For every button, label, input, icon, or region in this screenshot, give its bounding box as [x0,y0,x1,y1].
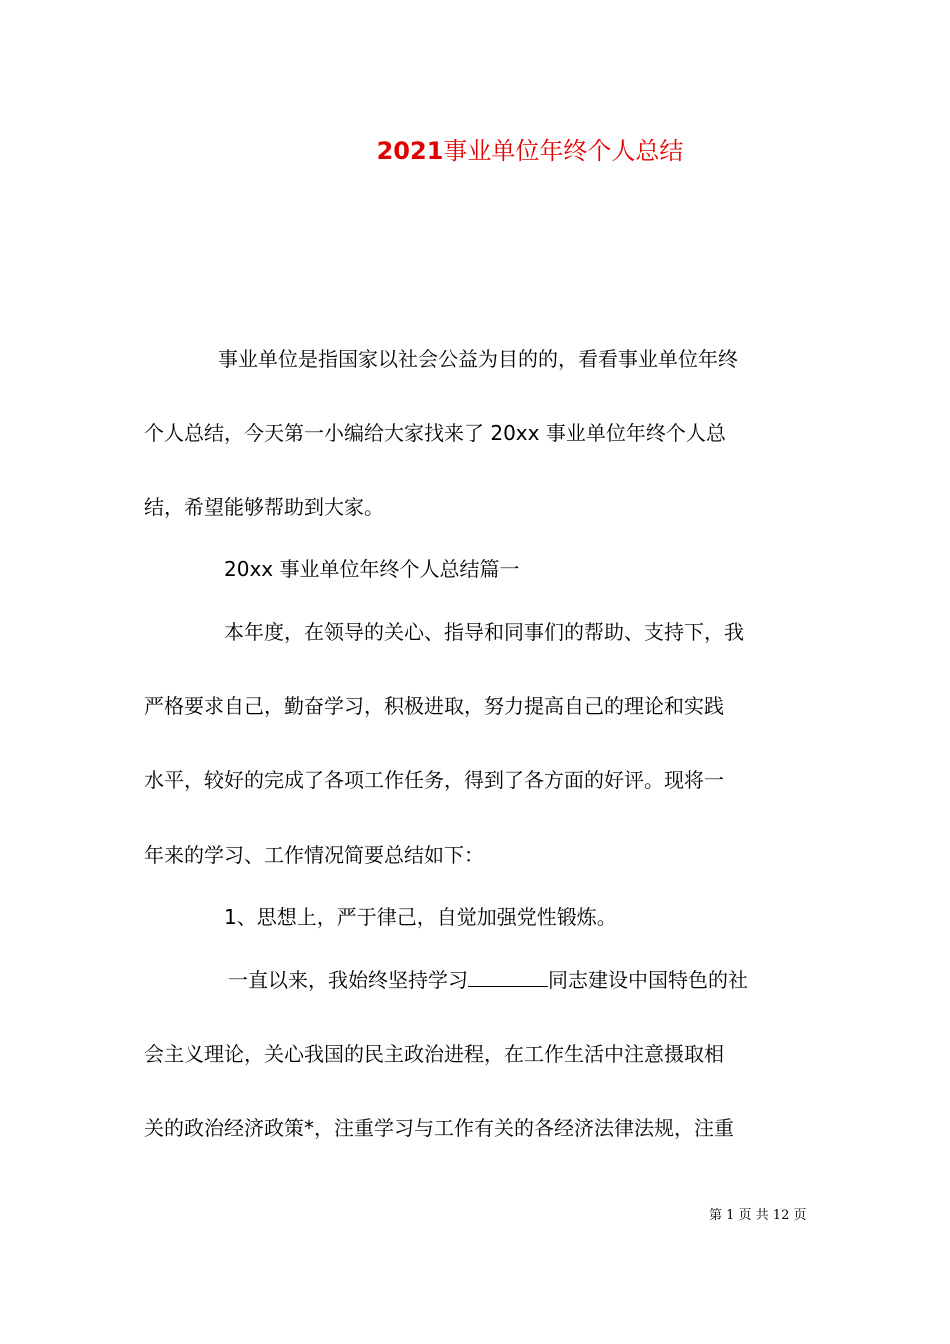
subheading-line: 1、思想上，严于律己，自觉加强党性锻炼。 [224,905,617,929]
paragraph-line-with-blank [228,962,808,999]
paragraph-line: 严格要求自己，勤奋学习，积极进取，努力提高自己的理论和实践 [144,694,724,718]
paragraph-line: 事业单位是指国家以社会公益为目的的，看看事业单位年终 [218,347,738,371]
paragraph-line: 个人总结，今天第一小编给大家找来了 20xx 事业单位年终个人总 [144,421,726,445]
paragraph-line: 关的政治经济政策*，注重学习与工作有关的各经济法律法规，注重 [144,1116,734,1140]
document-title [0,133,950,169]
paragraph-line: 年来的学习、工作情况简要总结如下： [144,843,484,867]
blank-underline [468,968,548,987]
paragraph-line: 本年度，在领导的关心、指导和同事们的帮助、支持下，我 [224,620,744,644]
paragraph-line: 水平，较好的完成了各项工作任务，得到了各方面的好评。现将一 [144,768,724,792]
page-footer: 第 1 页 共 12 页 [709,1208,807,1223]
paragraph-line: 会主义理论，关心我国的民主政治进程，在工作生活中注意摄取相 [144,1042,724,1066]
blank-suffix-text: 同志建设中国特色的社 [548,968,748,992]
paragraph-line: 结，希望能够帮助到大家。 [144,495,384,519]
blank-prefix-text: 一直以来，我始终坚持学习 [228,968,468,992]
section-heading: 20xx 事业单位年终个人总结篇一 [224,557,520,581]
title-number: 2021 [376,137,444,165]
title-text: 事业单位年终个人总结 [443,137,684,165]
